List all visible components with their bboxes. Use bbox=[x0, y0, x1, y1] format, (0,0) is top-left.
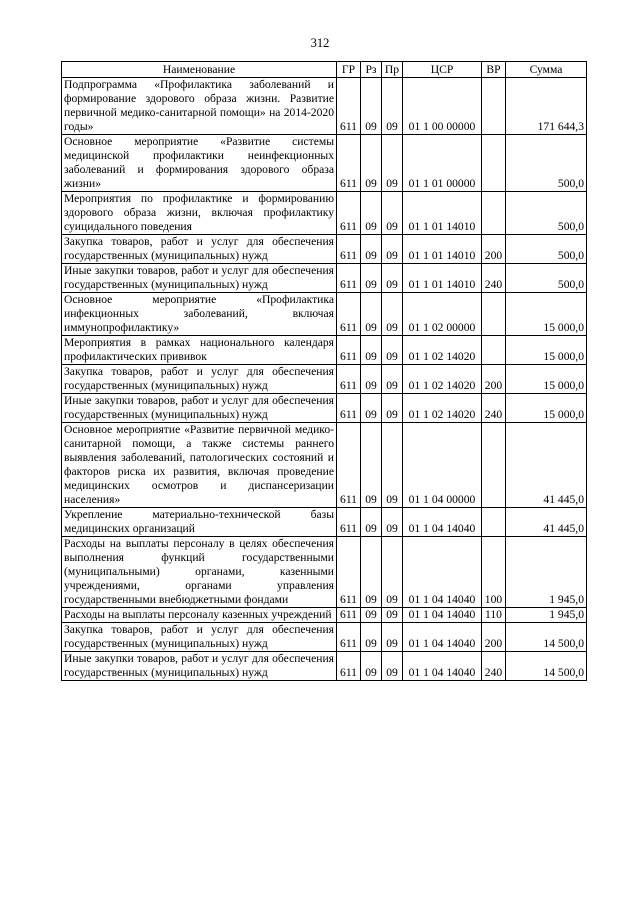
row-vr bbox=[482, 336, 506, 365]
table-row bbox=[62, 365, 587, 394]
table-row bbox=[62, 394, 587, 423]
table-row bbox=[62, 293, 587, 336]
row-rz: 09 bbox=[361, 192, 382, 235]
table-row bbox=[62, 336, 587, 365]
row-pr: 09 bbox=[382, 423, 403, 508]
row-name: Закупка товаров, работ и услуг для обеспечения государственных (муниципальных) нужд bbox=[62, 235, 337, 264]
header-name: Наименование bbox=[62, 62, 337, 78]
row-csr: 01 1 02 14020 bbox=[403, 336, 482, 365]
row-gr: 611 bbox=[337, 293, 361, 336]
row-name: Укрепление материально-технической базы медицинских организаций bbox=[62, 508, 337, 537]
row-rz: 09 bbox=[361, 623, 382, 652]
row-csr: 01 1 04 14040 bbox=[403, 537, 482, 608]
table-row bbox=[62, 423, 587, 508]
row-gr: 611 bbox=[337, 508, 361, 537]
row-vr: 100 bbox=[482, 537, 506, 608]
table-row bbox=[62, 508, 587, 537]
row-gr: 611 bbox=[337, 623, 361, 652]
header-vr: ВР bbox=[482, 62, 506, 78]
row-vr: 240 bbox=[482, 652, 506, 681]
row-gr: 611 bbox=[337, 608, 361, 623]
row-gr: 611 bbox=[337, 423, 361, 508]
table-row bbox=[62, 192, 587, 235]
table-row bbox=[62, 135, 587, 192]
table-row bbox=[62, 608, 587, 623]
row-sum: 500,0 bbox=[506, 192, 587, 235]
row-rz: 09 bbox=[361, 652, 382, 681]
row-sum: 500,0 bbox=[506, 135, 587, 192]
row-vr bbox=[482, 135, 506, 192]
row-name: Основное мероприятие «Развитие системы медицинской профилактики неинфекционных заболеваний и формирования здорового образа жизни» bbox=[62, 135, 337, 192]
row-vr: 200 bbox=[482, 623, 506, 652]
row-name: Иные закупки товаров, работ и услуг для обеспечения государственных (муниципальных) нужд bbox=[62, 264, 337, 293]
row-name: Подпрограмма «Профилактика заболеваний и формирование здорового образа жизни. Развитие первичной медико-санитарной помощи» на 2014-2020 годы» bbox=[62, 78, 337, 135]
row-pr: 09 bbox=[382, 235, 403, 264]
row-sum: 171 644,3 bbox=[506, 78, 587, 135]
header-sum: Сумма bbox=[506, 62, 587, 78]
row-pr: 09 bbox=[382, 394, 403, 423]
row-csr: 01 1 01 14010 bbox=[403, 235, 482, 264]
header-rz: Рз bbox=[361, 62, 382, 78]
row-vr: 200 bbox=[482, 235, 506, 264]
row-sum: 14 500,0 bbox=[506, 623, 587, 652]
row-rz: 09 bbox=[361, 293, 382, 336]
row-rz: 09 bbox=[361, 608, 382, 623]
row-gr: 611 bbox=[337, 264, 361, 293]
table-row bbox=[62, 264, 587, 293]
row-name: Закупка товаров, работ и услуг для обеспечения государственных (муниципальных) нужд bbox=[62, 365, 337, 394]
row-vr bbox=[482, 293, 506, 336]
row-name: Иные закупки товаров, работ и услуг для обеспечения государственных (муниципальных) нужд bbox=[62, 652, 337, 681]
row-pr: 09 bbox=[382, 508, 403, 537]
row-vr bbox=[482, 78, 506, 135]
row-sum: 500,0 bbox=[506, 264, 587, 293]
row-gr: 611 bbox=[337, 78, 361, 135]
row-pr: 09 bbox=[382, 365, 403, 394]
header-row bbox=[62, 62, 587, 78]
row-sum: 15 000,0 bbox=[506, 293, 587, 336]
table-body bbox=[62, 78, 587, 681]
header-pr: Пр bbox=[382, 62, 403, 78]
row-name: Иные закупки товаров, работ и услуг для обеспечения государственных (муниципальных) нужд bbox=[62, 394, 337, 423]
row-csr: 01 1 04 14040 bbox=[403, 623, 482, 652]
row-rz: 09 bbox=[361, 78, 382, 135]
row-rz: 09 bbox=[361, 394, 382, 423]
row-pr: 09 bbox=[382, 608, 403, 623]
row-vr bbox=[482, 192, 506, 235]
row-rz: 09 bbox=[361, 135, 382, 192]
row-pr: 09 bbox=[382, 623, 403, 652]
row-csr: 01 1 04 00000 bbox=[403, 423, 482, 508]
row-pr: 09 bbox=[382, 192, 403, 235]
table-row bbox=[62, 235, 587, 264]
row-csr: 01 1 01 14010 bbox=[403, 192, 482, 235]
row-pr: 09 bbox=[382, 78, 403, 135]
row-name: Основное мероприятие «Развитие первичной медико-санитарной помощи, а также системы раннего выявления заболеваний, патологических состояний и факторов риска их развития, включая проведение медицинских осмотров и диспансеризации населения» bbox=[62, 423, 337, 508]
budget-table bbox=[61, 61, 587, 681]
row-sum: 15 000,0 bbox=[506, 365, 587, 394]
row-gr: 611 bbox=[337, 192, 361, 235]
row-rz: 09 bbox=[361, 264, 382, 293]
row-csr: 01 1 02 00000 bbox=[403, 293, 482, 336]
table-header bbox=[62, 62, 587, 78]
row-name: Основное мероприятие «Профилактика инфекционных заболеваний, включая иммунопрофилактику» bbox=[62, 293, 337, 336]
row-name: Мероприятия в рамках национального календаря профилактических прививок bbox=[62, 336, 337, 365]
row-rz: 09 bbox=[361, 365, 382, 394]
row-pr: 09 bbox=[382, 293, 403, 336]
row-sum: 15 000,0 bbox=[506, 394, 587, 423]
row-pr: 09 bbox=[382, 336, 403, 365]
row-pr: 09 bbox=[382, 537, 403, 608]
row-csr: 01 1 04 14040 bbox=[403, 652, 482, 681]
row-rz: 09 bbox=[361, 336, 382, 365]
row-vr: 200 bbox=[482, 365, 506, 394]
row-pr: 09 bbox=[382, 652, 403, 681]
row-rz: 09 bbox=[361, 508, 382, 537]
row-gr: 611 bbox=[337, 394, 361, 423]
row-vr: 110 bbox=[482, 608, 506, 623]
table-row bbox=[62, 78, 587, 135]
row-csr: 01 1 02 14020 bbox=[403, 365, 482, 394]
page-number: 312 bbox=[310, 36, 330, 50]
row-csr: 01 1 01 00000 bbox=[403, 135, 482, 192]
row-csr: 01 1 02 14020 bbox=[403, 394, 482, 423]
header-csr: ЦСР bbox=[403, 62, 482, 78]
row-gr: 611 bbox=[337, 652, 361, 681]
row-rz: 09 bbox=[361, 537, 382, 608]
row-rz: 09 bbox=[361, 235, 382, 264]
row-gr: 611 bbox=[337, 235, 361, 264]
row-gr: 611 bbox=[337, 135, 361, 192]
row-sum: 41 445,0 bbox=[506, 423, 587, 508]
row-vr bbox=[482, 508, 506, 537]
row-name: Закупка товаров, работ и услуг для обеспечения государственных (муниципальных) нужд bbox=[62, 623, 337, 652]
header-gr: ГР bbox=[337, 62, 361, 78]
row-sum: 14 500,0 bbox=[506, 652, 587, 681]
row-csr: 01 1 00 00000 bbox=[403, 78, 482, 135]
table-row bbox=[62, 537, 587, 608]
table-row bbox=[62, 623, 587, 652]
row-vr bbox=[482, 423, 506, 508]
row-csr: 01 1 01 14010 bbox=[403, 264, 482, 293]
row-sum: 41 445,0 bbox=[506, 508, 587, 537]
row-pr: 09 bbox=[382, 135, 403, 192]
row-gr: 611 bbox=[337, 336, 361, 365]
row-rz: 09 bbox=[361, 423, 382, 508]
row-gr: 611 bbox=[337, 365, 361, 394]
row-gr: 611 bbox=[337, 537, 361, 608]
table-row bbox=[62, 652, 587, 681]
row-sum: 15 000,0 bbox=[506, 336, 587, 365]
row-csr: 01 1 04 14040 bbox=[403, 508, 482, 537]
row-pr: 09 bbox=[382, 264, 403, 293]
row-vr: 240 bbox=[482, 264, 506, 293]
row-name: Мероприятия по профилактике и формированию здорового образа жизни, включая профилактику суицидального поведения bbox=[62, 192, 337, 235]
row-sum: 1 945,0 bbox=[506, 537, 587, 608]
row-sum: 500,0 bbox=[506, 235, 587, 264]
row-name: Расходы на выплаты персоналу казенных учреждений bbox=[62, 608, 337, 623]
row-vr: 240 bbox=[482, 394, 506, 423]
row-name: Расходы на выплаты персоналу в целях обеспечения выполнения функций государственными (муниципальными) органами, казенными учреждениями, органами управления государственными внебюджетными фондами bbox=[62, 537, 337, 608]
row-csr: 01 1 04 14040 bbox=[403, 608, 482, 623]
row-sum: 1 945,0 bbox=[506, 608, 587, 623]
